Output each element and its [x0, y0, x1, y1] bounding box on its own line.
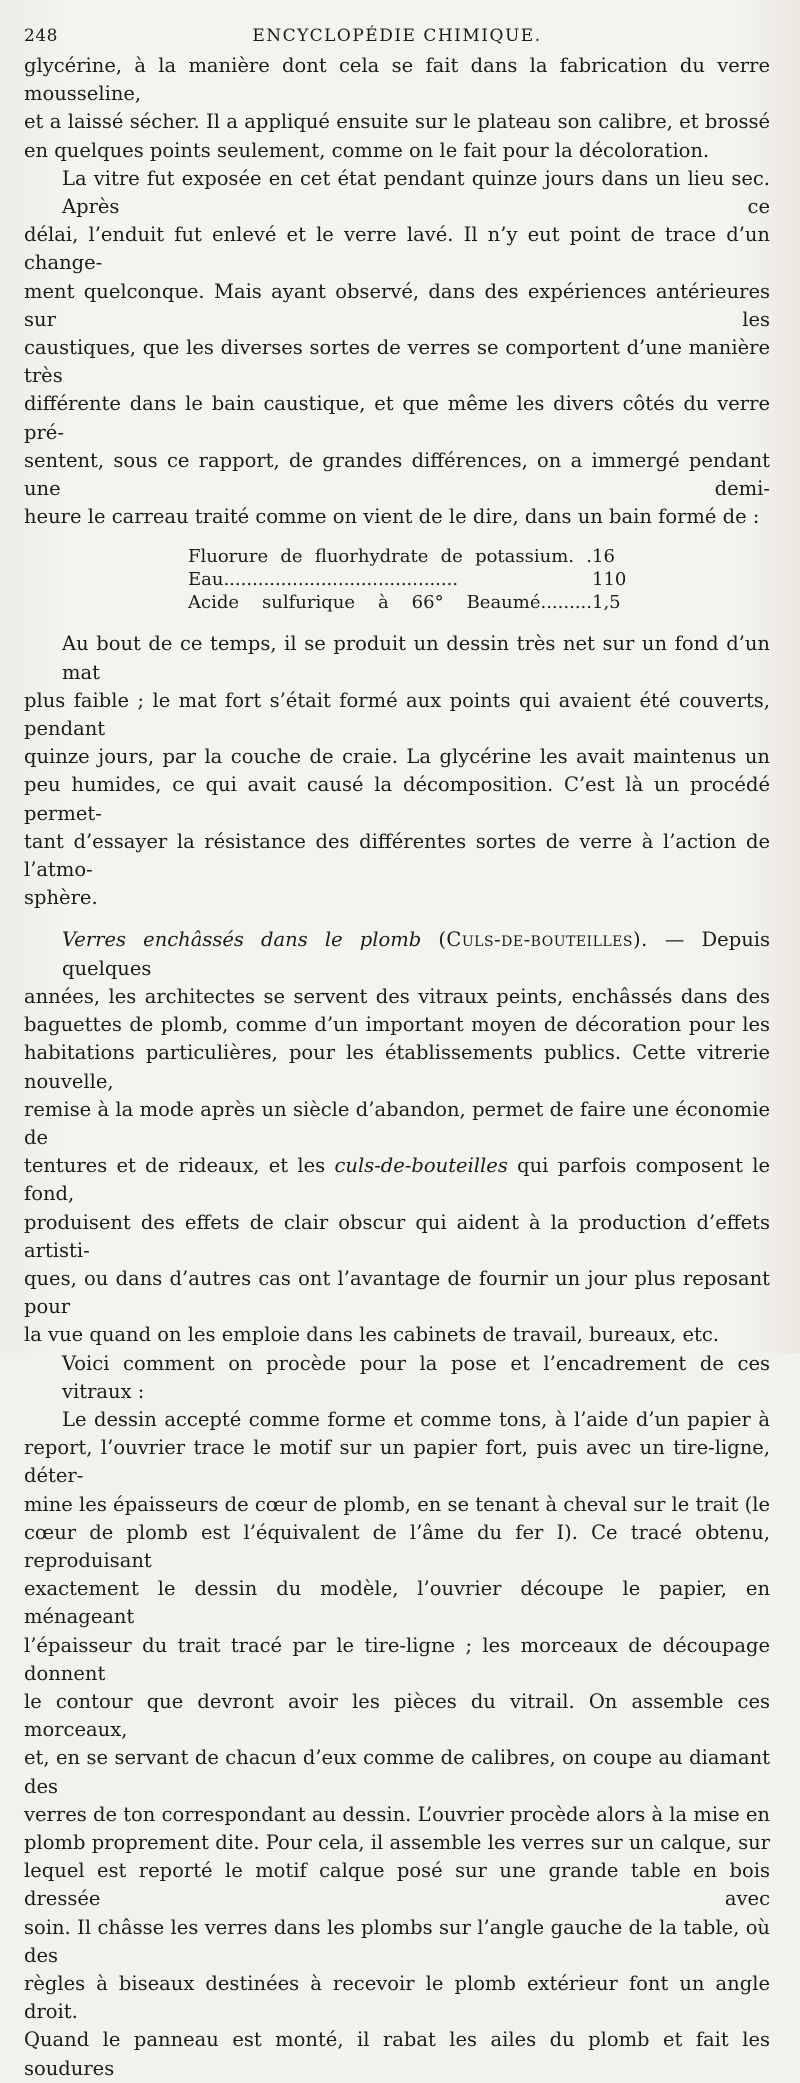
text-line: Voici comment on procède pour la pose et l’encadrement de ces vitraux : — [62, 1351, 770, 1403]
text-line: baguettes de plomb, comme d’un important moyen de décoration pour les — [24, 1013, 770, 1037]
text-line: mine les épaisseurs de cœur de plomb, en se tenant à cheval sur le trait (le — [24, 1492, 770, 1516]
text-line: produisent des effets de clair obscur qui aident à la production d’effets artisti- — [24, 1210, 770, 1262]
body-text — [24, 52, 770, 2083]
section-subtitle: (Culs-de-bouteilles). — [438, 928, 648, 952]
text-line: ques, ou dans d’autres cas ont l’avantage de fournir un jour plus reposant pour — [24, 1266, 770, 1319]
paragraph-procedure-intro — [24, 1350, 770, 1406]
text-line: caustiques, que les diverses sortes de verres se comportent d’une manière très — [24, 336, 770, 388]
italic-term: culs-de-bouteilles — [334, 1154, 508, 1178]
formula-row — [188, 591, 648, 614]
text-line: l’épaisseur du trait tracé par le tire-ligne ; les morceaux de découpage donnent — [24, 1633, 770, 1685]
text-line: Quand le panneau est monté, il rabat les ailes du plomb et fait les soudures — [24, 2028, 770, 2080]
text-line: règles à biseaux destinées à recevoir le plomb extérieur font un angle droit. — [24, 1972, 770, 2024]
text-line: sentent, sous ce rapport, de grandes différences, on a immergé pendant une demi- — [24, 448, 770, 501]
formula-ingredient: Acide sulfurique à 66° Beaumé......... — [188, 592, 592, 614]
text-line: sphère. — [24, 886, 98, 910]
text-line: glycérine, à la manière dont cela se fait dans la fabrication du verre mousseline, — [24, 54, 770, 106]
text-line: ment quelconque. Mais ayant observé, dans des expériences antérieures sur les — [24, 279, 770, 331]
section-leaded-glass — [24, 926, 770, 1349]
section-title: Verres enchâssés dans le plomb — [62, 928, 422, 952]
paragraph-continuation — [24, 52, 770, 165]
text-line: quinze jours, par la couche de craie. La glycérine les avait maintenus un — [24, 745, 770, 769]
page-number: 248 — [24, 26, 58, 46]
text-line: exactement le dessin du modèle, l’ouvrier découpe le papier, en ménageant — [24, 1577, 770, 1629]
text-fragment: tentures et de rideaux, et les — [24, 1154, 326, 1178]
text-line: report, l’ouvrier trace le motif sur un papier fort, puis avec un tire-ligne, déter- — [24, 1436, 770, 1488]
text-line: délai, l’enduit fut enlevé et le verre lavé. Il n’y eut point de trace d’un change- — [24, 223, 770, 275]
text-line: la vue quand on les emploie dans les cabinets de travail, bureaux, etc. — [24, 1323, 719, 1347]
text-line: soin. Il châsse les verres dans les plombs sur l’angle gauche de la table, où des — [24, 1915, 770, 1967]
text-line: le contour que devront avoir les pièces du vitrail. On assemble ces morceaux, — [24, 1689, 770, 1742]
text-line: plus faible ; le mat fort s’était formé aux points qui avaient été couverts, pendant — [24, 688, 770, 741]
page-header — [24, 26, 770, 46]
text-line: et, en se servant de chacun d’eux comme de calibres, on coupe au diamant des — [24, 1746, 770, 1798]
formula-quantity: 16 — [592, 546, 615, 568]
bath-formula — [188, 545, 648, 614]
text-line: en quelques points seulement, comme on le fait pour la décoloration. — [24, 138, 710, 162]
text-line: Au bout de ce temps, il se produit un dessin très net sur un fond d’un mat — [62, 632, 770, 684]
formula-quantity: 110 — [592, 569, 627, 591]
text-line: heure le carreau traité comme on vient de le dire, dans un bain formé de : — [24, 505, 760, 529]
formula-row — [188, 568, 648, 591]
formula-ingredient: Eau......................................... — [188, 569, 459, 591]
paragraph-experiment — [24, 165, 770, 532]
formula-row — [188, 545, 648, 568]
text-fragment: qui parfois composent le fond, — [24, 1154, 770, 1206]
running-title: ENCYCLOPÉDIE CHIMIQUE. — [252, 26, 542, 46]
paragraph-procedure — [24, 1406, 770, 2083]
text-line: plomb proprement dite. Pour cela, il assemble les verres sur un calque, sur — [24, 1830, 770, 1854]
text-line-with-italic — [24, 1152, 770, 1208]
text-line: années, les architectes se servent des vitraux peints, enchâssés dans des — [24, 984, 770, 1008]
section-title-line — [24, 926, 770, 982]
text-line: Le dessin accepté comme forme et comme tons, à l’aide d’un papier à — [62, 1407, 770, 1431]
formula-quantity: 1,5 — [592, 592, 621, 614]
text-line: tant d’essayer la résistance des différentes sortes de verre à l’action de l’atmo- — [24, 829, 770, 882]
section-title-rest: — Depuis quelques — [62, 928, 771, 980]
text-line: habitations particulières, pour les établissements publics. Cette vitrerie nouvelle, — [24, 1041, 770, 1093]
text-line: remise à la mode après un siècle d’abandon, permet de faire une économie de — [24, 1097, 770, 1149]
text-line: cœur de plomb est l’équivalent de l’âme du fer I). Ce tracé obtenu, reproduisant — [24, 1520, 770, 1572]
text-line: verres de ton correspondant au dessin. L’ouvrier procède alors à la mise en — [24, 1802, 770, 1826]
text-line: lequel est reporté le motif calque posé sur une grande table en bois dressée avec — [24, 1859, 770, 1911]
text-line: différente dans le bain caustique, et que même les divers côtés du verre pré- — [24, 392, 770, 444]
text-line: La vitre fut exposée en cet état pendant quinze jours dans un lieu sec. Après ce — [62, 166, 770, 219]
section-gap — [24, 912, 770, 926]
paragraph-result — [24, 630, 770, 912]
formula-ingredient: Fluorure de fluorhydrate de potassium. . — [188, 546, 592, 568]
text-line: peu humides, ce qui avait causé la décomposition. C’est là un procédé permet- — [24, 773, 770, 825]
text-line: et a laissé sécher. Il a appliqué ensuite sur le plateau son calibre, et brossé — [24, 110, 770, 134]
